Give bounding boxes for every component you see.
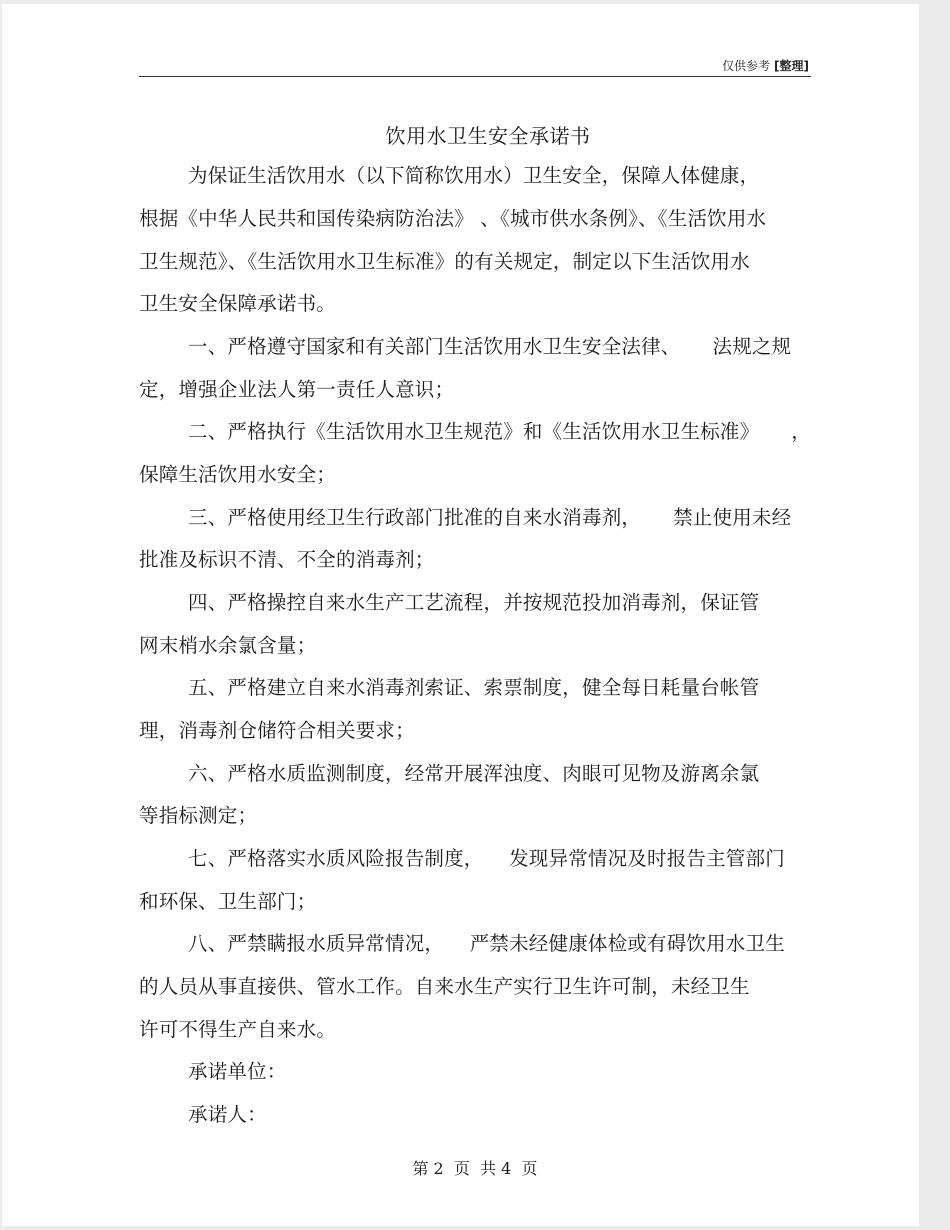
signing-unit-label: 承诺单位：	[188, 1060, 287, 1083]
header-note-bracket: [整理]	[774, 59, 809, 73]
body-line-1: 为保证生活饮用水（以下简称饮用水）卫生安全，保障人体健康，	[188, 164, 760, 187]
body-line-12: 网末梢水余氯含量；	[139, 634, 317, 657]
header-note	[722, 57, 809, 74]
body-line-19: 八、严禁瞒报水质异常情况， 严禁未经健康体检或有碍饮用水卫生	[188, 932, 785, 955]
body-line-20: 的人员从事直接供、管水工作。自来水生产实行卫生许可制，未经卫生	[139, 975, 750, 998]
body-line-2: 根据《中华人民共和国传染病防治法》 、《城市供水条例》、《生活饮用水	[139, 207, 767, 230]
document-page	[2, 4, 919, 1226]
body-line-9: 三、严格使用经卫生行政部门批准的自来水消毒剂， 禁止使用未经	[188, 506, 792, 529]
header-rule	[139, 76, 811, 77]
body-line-16: 等指标测定；	[139, 804, 258, 827]
body-line-6: 定，增强企业法人第一责任人意识；	[139, 378, 455, 401]
body-line-14: 理，消毒剂仓储符合相关要求；	[139, 719, 415, 742]
signatory-label: 承诺人：	[188, 1103, 267, 1126]
body-line-13: 五、严格建立自来水消毒剂索证、索票制度，健全每日耗量台帐管	[188, 676, 760, 699]
body-line-3: 卫生规范》、《生活饮用水卫生标准》的有关规定，制定以下生活饮用水	[139, 250, 750, 273]
body-line-17: 七、严格落实水质风险报告制度， 发现异常情况及时报告主管部门	[188, 847, 785, 870]
document-title: 饮用水卫生安全承诺书	[385, 124, 591, 148]
body-line-18: 和环保、卫生部门；	[139, 890, 317, 913]
body-line-10: 批准及标识不清、不全的消毒剂；	[139, 548, 435, 571]
body-line-7: 二、严格执行《生活饮用水卫生规范》和《生活饮用水卫生标准》 ，	[188, 420, 811, 443]
body-line-15: 六、严格水质监测制度，经常开展浑浊度、肉眼可见物及游离余氯	[188, 762, 760, 785]
body-line-4: 卫生安全保障承诺书。	[139, 292, 337, 315]
body-line-21: 许可不得生产自来水。	[139, 1018, 337, 1041]
page-number: 第 2 页 共 4 页	[412, 1159, 538, 1178]
body-line-8: 保障生活饮用水安全；	[139, 463, 337, 486]
body-line-11: 四、严格操控自来水生产工艺流程，并按规范投加消毒剂，保证管	[188, 591, 760, 614]
header-note-text: 仅供参考	[722, 59, 771, 73]
body-line-5: 一、严格遵守国家和有关部门生活饮用水卫生安全法律、 法规之规	[188, 335, 792, 358]
